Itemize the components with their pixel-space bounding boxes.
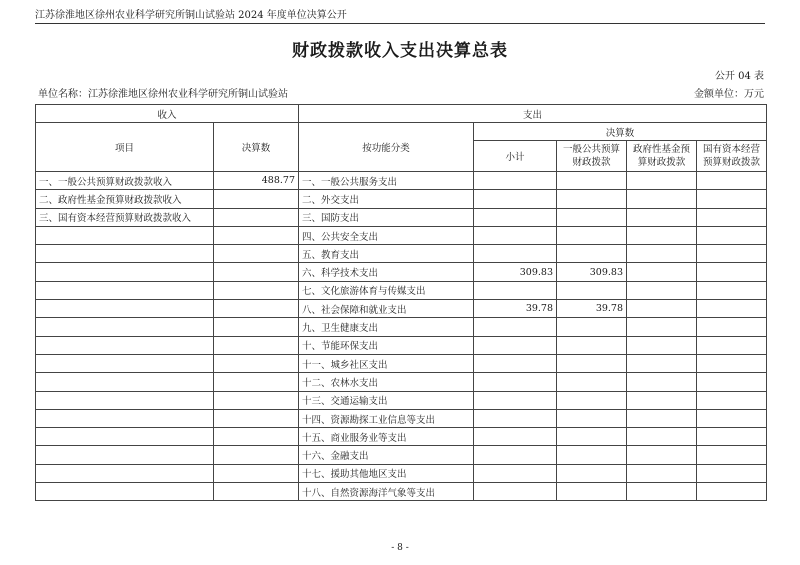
gov-fund-cell (627, 483, 697, 501)
table-row (36, 263, 767, 281)
col-final-group-header: 决算数 (474, 123, 767, 141)
page-number: - 8 - (391, 543, 409, 553)
income-item-cell (36, 409, 214, 427)
income-amount-cell (214, 208, 299, 226)
income-item-cell (36, 483, 214, 501)
state-capital-cell (697, 318, 767, 336)
state-capital-cell (697, 208, 767, 226)
income-item-cell: 二、政府性基金预算财政拨款收入 (36, 190, 214, 208)
gov-fund-cell (627, 172, 697, 190)
table-row (36, 172, 767, 190)
gov-fund-cell (627, 354, 697, 372)
state-capital-cell (697, 300, 767, 318)
gov-fund-cell (627, 208, 697, 226)
gov-fund-cell (627, 336, 697, 354)
expense-item-cell: 一、一般公共服务支出 (299, 172, 474, 190)
page-title: 财政拨款收入支出决算总表 (292, 41, 508, 61)
expense-item-cell: 十三、交通运输支出 (299, 391, 474, 409)
general-budget-cell (557, 391, 627, 409)
gov-fund-cell (627, 318, 697, 336)
general-budget-cell (557, 464, 627, 482)
subtotal-cell (474, 409, 557, 427)
state-capital-cell (697, 172, 767, 190)
expense-item-cell: 十、节能环保支出 (299, 336, 474, 354)
expense-item-cell: 三、国防支出 (299, 208, 474, 226)
col-item-header: 项目 (36, 123, 214, 172)
table-row (36, 373, 767, 391)
subtotal-cell (474, 391, 557, 409)
fiscal-summary-table (35, 104, 767, 501)
income-amount-cell (214, 373, 299, 391)
table-row (36, 226, 767, 244)
income-amount-cell (214, 245, 299, 263)
income-amount-cell (214, 409, 299, 427)
general-budget-cell (557, 354, 627, 372)
subtotal-cell (474, 354, 557, 372)
col-state-capital-header: 国有资本经营预算财政拨款 (697, 141, 767, 172)
table-row (36, 281, 767, 299)
gov-fund-cell (627, 464, 697, 482)
income-item-cell (36, 446, 214, 464)
state-capital-cell (697, 245, 767, 263)
income-item-cell (36, 464, 214, 482)
subtotal-cell (474, 373, 557, 391)
table-row (36, 483, 767, 501)
gov-fund-cell (627, 263, 697, 281)
income-amount-cell (214, 318, 299, 336)
gov-fund-cell (627, 300, 697, 318)
expense-item-cell: 二、外交支出 (299, 190, 474, 208)
subtotal-cell (474, 464, 557, 482)
income-amount-cell (214, 336, 299, 354)
col-subtotal-header: 小计 (474, 141, 557, 172)
gov-fund-cell (627, 226, 697, 244)
income-item-cell (36, 428, 214, 446)
general-budget-cell (557, 245, 627, 263)
income-amount-cell (214, 354, 299, 372)
state-capital-cell (697, 391, 767, 409)
income-item-cell: 三、国有资本经营预算财政拨款收入 (36, 208, 214, 226)
col-by-function-header: 按功能分类 (299, 123, 474, 172)
general-budget-cell (557, 446, 627, 464)
col-general-budget-header: 一般公共预算财政拨款 (557, 141, 627, 172)
expense-item-cell: 四、公共安全支出 (299, 226, 474, 244)
col-gov-fund-header: 政府性基金预算财政拨款 (627, 141, 697, 172)
income-item-cell (36, 354, 214, 372)
gov-fund-cell (627, 446, 697, 464)
table-row (36, 464, 767, 482)
income-item-cell (36, 318, 214, 336)
income-item-cell (36, 391, 214, 409)
state-capital-cell (697, 428, 767, 446)
state-capital-cell (697, 190, 767, 208)
document-header: 江苏徐淮地区徐州农业科学研究所铜山试验站 2024 年度单位决算公开 (35, 6, 765, 24)
expense-item-cell: 九、卫生健康支出 (299, 318, 474, 336)
general-budget-cell (557, 373, 627, 391)
state-capital-cell (697, 263, 767, 281)
income-amount-cell (214, 464, 299, 482)
expense-item-cell: 十一、城乡社区支出 (299, 354, 474, 372)
expense-header: 支出 (299, 105, 767, 123)
amount-unit: 金额单位：万元 (694, 89, 764, 100)
table-row (36, 300, 767, 318)
expense-item-cell: 十六、金融支出 (299, 446, 474, 464)
general-budget-cell (557, 172, 627, 190)
income-amount-cell (214, 483, 299, 501)
expense-item-cell: 十八、自然资源海洋气象等支出 (299, 483, 474, 501)
table-row (36, 446, 767, 464)
gov-fund-cell (627, 190, 697, 208)
subtotal-cell (474, 245, 557, 263)
income-amount-cell: 488.77 (214, 172, 299, 190)
subtotal-cell (474, 190, 557, 208)
subtotal-cell: 309.83 (474, 263, 557, 281)
gov-fund-cell (627, 245, 697, 263)
expense-item-cell: 十七、援助其他地区支出 (299, 464, 474, 482)
income-amount-cell (214, 226, 299, 244)
gov-fund-cell (627, 428, 697, 446)
expense-item-cell: 十四、资源勘探工业信息等支出 (299, 409, 474, 427)
subtotal-cell (474, 483, 557, 501)
general-budget-cell (557, 318, 627, 336)
expense-item-cell: 十五、商业服务业等支出 (299, 428, 474, 446)
state-capital-cell (697, 483, 767, 501)
expense-item-cell: 十二、农林水支出 (299, 373, 474, 391)
subtotal-cell (474, 172, 557, 190)
form-number: 公开 04 表 (714, 71, 764, 82)
subtotal-cell (474, 428, 557, 446)
table-row (36, 336, 767, 354)
table-row (36, 409, 767, 427)
income-item-cell (36, 281, 214, 299)
subtotal-cell (474, 226, 557, 244)
gov-fund-cell (627, 281, 697, 299)
table-row (36, 190, 767, 208)
income-item-cell: 一、一般公共预算财政拨款收入 (36, 172, 214, 190)
expense-item-cell: 六、科学技术支出 (299, 263, 474, 281)
income-amount-cell (214, 446, 299, 464)
income-item-cell (36, 336, 214, 354)
subtotal-cell (474, 318, 557, 336)
income-item-cell (36, 263, 214, 281)
general-budget-cell (557, 226, 627, 244)
general-budget-cell (557, 281, 627, 299)
income-amount-cell (214, 190, 299, 208)
col-final-amount-header: 决算数 (214, 123, 299, 172)
income-amount-cell (214, 391, 299, 409)
expense-item-cell: 七、文化旅游体育与传媒支出 (299, 281, 474, 299)
table-row (36, 245, 767, 263)
income-amount-cell (214, 263, 299, 281)
state-capital-cell (697, 281, 767, 299)
general-budget-cell (557, 336, 627, 354)
income-header: 收入 (36, 105, 299, 123)
gov-fund-cell (627, 373, 697, 391)
income-item-cell (36, 226, 214, 244)
general-budget-cell (557, 428, 627, 446)
unit-name: 单位名称：江苏徐淮地区徐州农业科学研究所铜山试验站 (38, 89, 288, 100)
state-capital-cell (697, 226, 767, 244)
general-budget-cell: 39.78 (557, 300, 627, 318)
income-amount-cell (214, 300, 299, 318)
general-budget-cell (557, 483, 627, 501)
gov-fund-cell (627, 391, 697, 409)
general-budget-cell (557, 409, 627, 427)
income-amount-cell (214, 428, 299, 446)
general-budget-cell (557, 208, 627, 226)
state-capital-cell (697, 354, 767, 372)
subtotal-cell (474, 446, 557, 464)
subtotal-cell (474, 336, 557, 354)
state-capital-cell (697, 336, 767, 354)
table-row (36, 208, 767, 226)
table-row (36, 428, 767, 446)
expense-item-cell: 八、社会保障和就业支出 (299, 300, 474, 318)
subtotal-cell: 39.78 (474, 300, 557, 318)
table-row (36, 391, 767, 409)
subtotal-cell (474, 208, 557, 226)
income-amount-cell (214, 281, 299, 299)
subtotal-cell (474, 281, 557, 299)
table-row (36, 318, 767, 336)
income-item-cell (36, 300, 214, 318)
table-row (36, 354, 767, 372)
expense-item-cell: 五、教育支出 (299, 245, 474, 263)
state-capital-cell (697, 446, 767, 464)
general-budget-cell: 309.83 (557, 263, 627, 281)
state-capital-cell (697, 464, 767, 482)
state-capital-cell (697, 373, 767, 391)
general-budget-cell (557, 190, 627, 208)
state-capital-cell (697, 409, 767, 427)
income-item-cell (36, 373, 214, 391)
income-item-cell (36, 245, 214, 263)
gov-fund-cell (627, 409, 697, 427)
